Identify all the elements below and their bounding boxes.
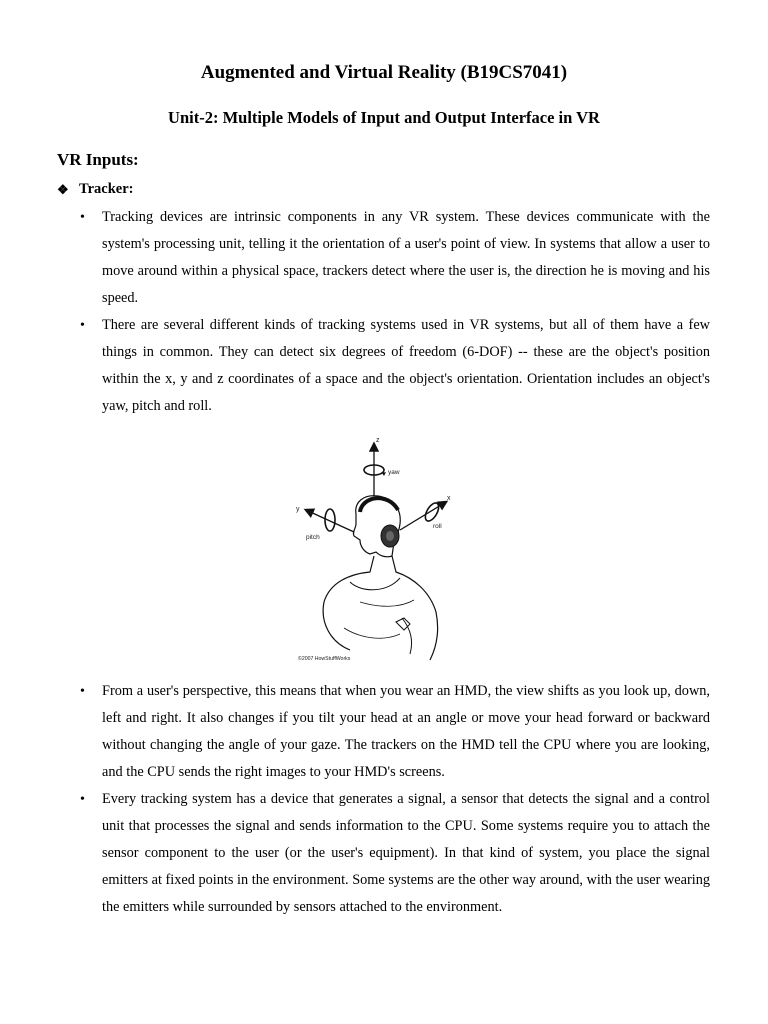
bullet-dot-icon: •: [80, 792, 85, 807]
x-axis-label: x: [447, 495, 451, 502]
bullet-text: Every tracking system has a device that generates a signal, a sensor that detects the signal and a control unit that processes the signal and sends information to the CPU. Some systems require you to attach the sensor component to the user (or the user's equipment). In that kind of system, you place the signal emitters at fixed points in the environment. Some systems are the other way around, with the user wearing the emitters while surrounded by sensors attached to the environment.: [102, 791, 710, 915]
head-6dof-illustration: [290, 432, 470, 666]
bullet-dot-icon: •: [80, 210, 85, 225]
document-title: Augmented and Virtual Reality (B19CS7041): [200, 62, 568, 83]
roll-rotation-icon: [423, 501, 442, 523]
section-heading-vr-inputs: VR Inputs:: [57, 150, 139, 169]
bullet-text: Tracking devices are intrinsic components in any VR system. These devices communicate with the system's processing unit, telling it the orientation of a user's point of view. In systems that allow a user to move around within a physical space, trackers detect where the user is, the direction he is moving and his speed.: [102, 209, 710, 306]
y-axis-arrow: [306, 510, 354, 532]
bullet-list-after-figure: [80, 678, 710, 921]
bullet-dot-icon: •: [80, 684, 85, 699]
figure-credit: ©2007 HowStuffWorks: [298, 656, 351, 662]
list-item: [80, 204, 710, 312]
roll-label: roll: [433, 523, 442, 530]
diamond-bullet-icon: ❖: [57, 181, 69, 197]
list-item: [80, 786, 710, 921]
y-axis-label: y: [296, 506, 300, 513]
subsection-tracker: [57, 181, 133, 198]
z-axis-label: z: [376, 437, 380, 444]
bullet-text: There are several different kinds of tracking systems used in VR systems, but all of them have a few things in common. They can detect six degrees of freedom (6-DOF) -- these are the object's position within the x, y and z coordinates of a space and the object's orientation. Orientation includes an object's yaw, pitch and roll.: [102, 317, 710, 414]
document-subtitle: Unit-2: Multiple Models of Input and Output Interface in VR: [168, 108, 600, 127]
shoulder-outline: [323, 556, 374, 650]
list-item: [80, 678, 710, 786]
head-tracking-figure: [290, 432, 470, 666]
yaw-label: yaw: [388, 469, 400, 476]
bullet-list-before-figure: [80, 204, 710, 420]
list-item: [80, 312, 710, 420]
bullet-text: From a user's perspective, this means that when you wear an HMD, the view shifts as you look up, down, left and right. It also changes if you tilt your head at an angle or move your head forward or backward without changing the angle of your gaze. The trackers on the HMD tell the CPU where you are looking, and the CPU sends the right images to your HMD's screens.: [102, 683, 710, 780]
pitch-label: pitch: [306, 534, 320, 541]
subsection-label: Tracker:: [79, 181, 134, 197]
bullet-dot-icon: •: [80, 318, 85, 333]
